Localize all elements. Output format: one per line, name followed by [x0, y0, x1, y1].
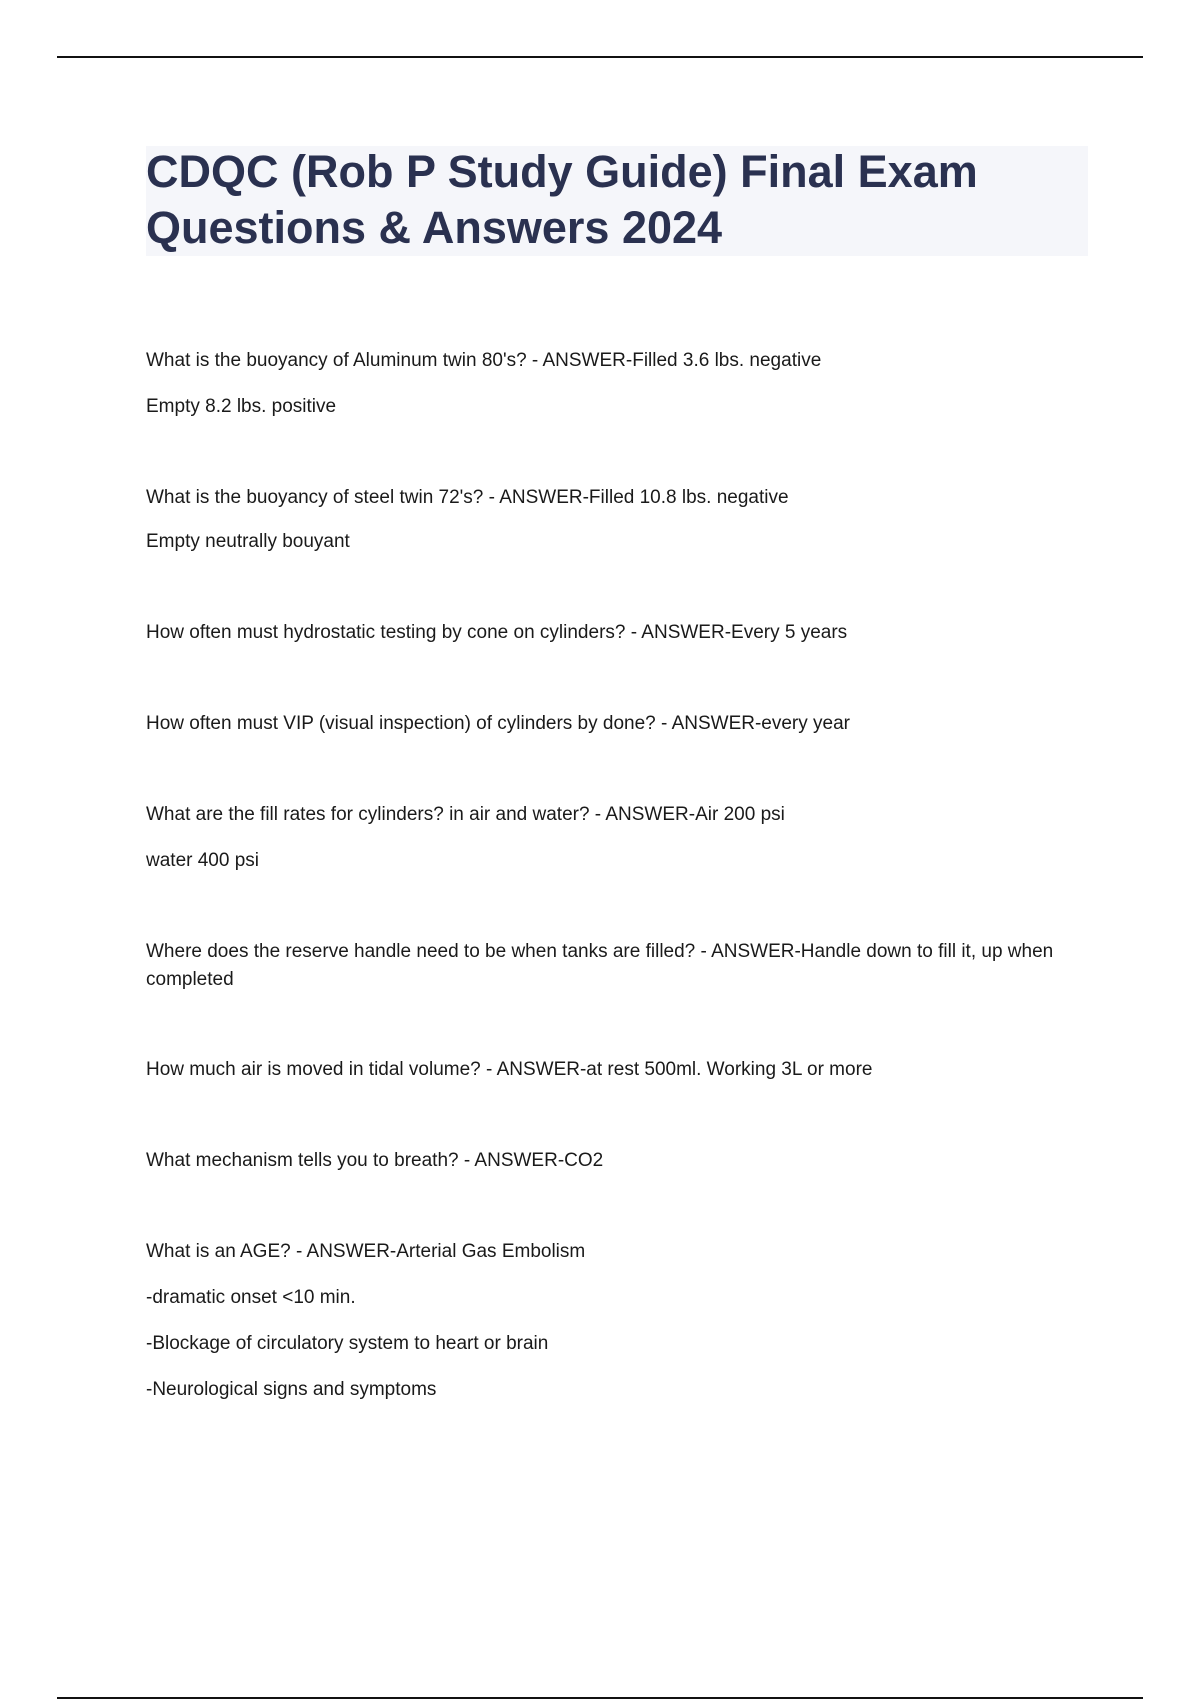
top-rule: [57, 56, 1143, 58]
qa-question-line: What is the buoyancy of steel twin 72's? - ANSWER-Filled 10.8 lbs. negative: [146, 487, 789, 508]
title-block: [146, 146, 1088, 256]
qa-question-line: What are the fill rates for cylinders? in air and water? - ANSWER-Air 200 psi: [146, 804, 785, 825]
qa-question-line: What is the buoyancy of Aluminum twin 80's? - ANSWER-Filled 3.6 lbs. negative: [146, 350, 822, 371]
bottom-rule: [57, 1697, 1143, 1699]
qa-question-line: How often must hydrostatic testing by cone on cylinders? - ANSWER-Every 5 years: [146, 622, 848, 643]
qa-answer-continuation: water 400 psi: [146, 850, 260, 871]
document-title-line-1: CDQC (Rob P Study Guide) Final Exam: [146, 146, 978, 197]
qa-answer-continuation: -Neurological signs and symptoms: [146, 1379, 437, 1400]
qa-answer-continuation: -Blockage of circulatory system to heart or brain: [146, 1333, 549, 1354]
qa-answer-continuation: -dramatic onset <10 min.: [146, 1287, 356, 1308]
qa-question-line: How much air is moved in tidal volume? - ANSWER-at rest 500ml. Working 3L or more: [146, 1059, 873, 1080]
document-title-line-2: Questions & Answers 2024: [146, 202, 723, 253]
qa-answer-continuation: Empty neutrally bouyant: [146, 531, 350, 552]
qa-question-line: What is an AGE? - ANSWER-Arterial Gas Embolism: [146, 1241, 586, 1262]
qa-question-line: Where does the reserve handle need to be when tanks are filled? - ANSWER-Handle down to fill it, up when completed: [146, 941, 1054, 990]
qa-answer-continuation: Empty 8.2 lbs. positive: [146, 396, 337, 417]
qa-question-line: What mechanism tells you to breath? - ANSWER-CO2: [146, 1150, 604, 1171]
qa-question-line: How often must VIP (visual inspection) of cylinders by done? - ANSWER-every year: [146, 713, 850, 734]
